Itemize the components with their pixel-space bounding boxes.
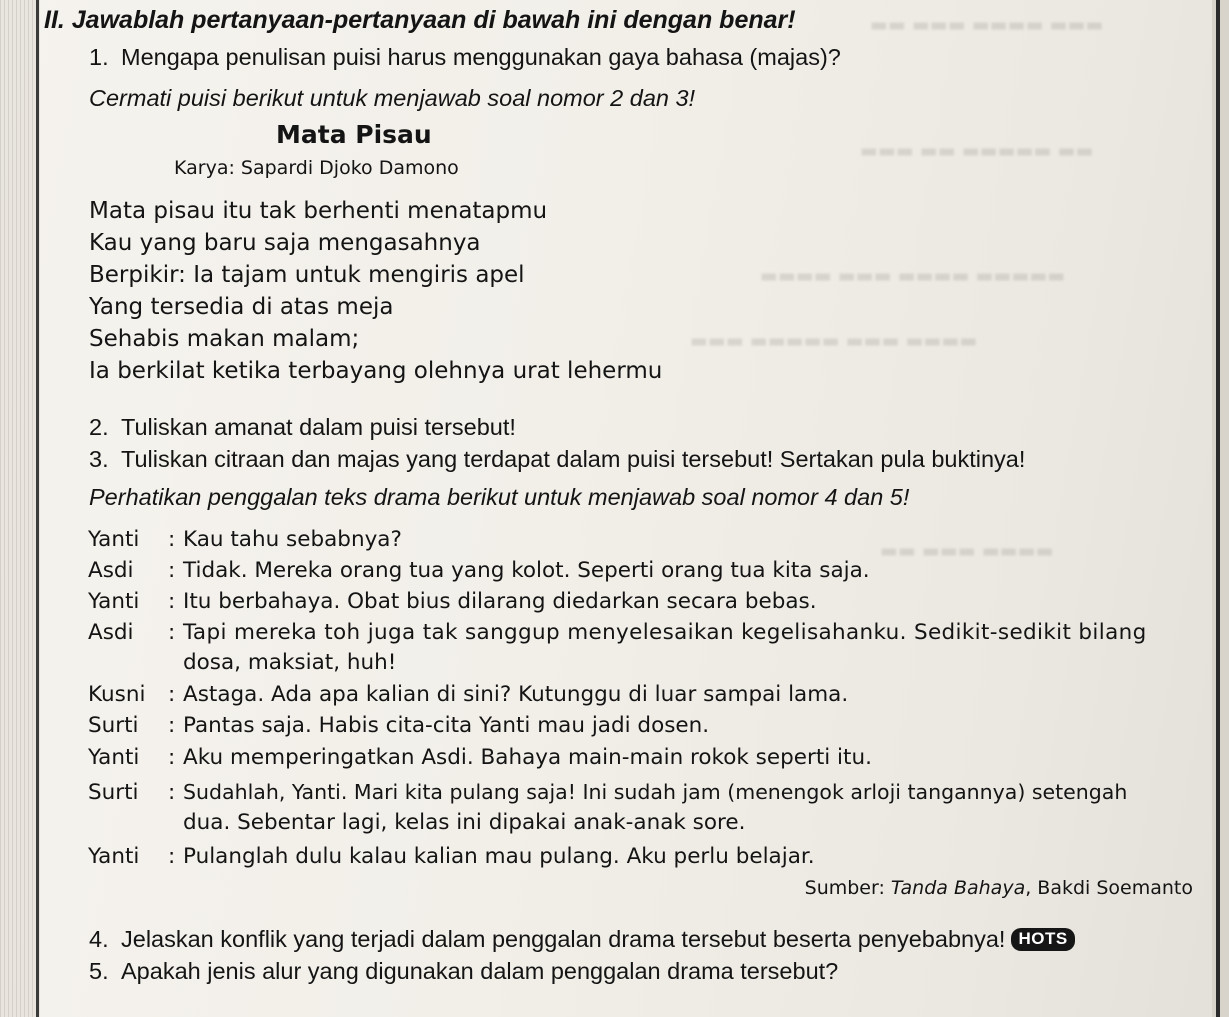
- drama-line: Astaga. Ada apa kalian di sini? Kutunggu di luar sampai lama.: [183, 682, 849, 707]
- source-work-title: Tanda Bahaya: [890, 877, 1026, 899]
- drama-line: Aku memperingatkan Asdi. Bahaya main-main rokok seperti itu.: [183, 745, 872, 770]
- question-5: [89, 958, 838, 985]
- poem-line: Mata pisau itu tak berhenti menatapmu: [89, 198, 548, 224]
- bleed-through-texture: ▬▬▬▬ ▬▬▬ ▬▬▬▬ ▬▬▬▬▬: [760, 265, 1066, 287]
- drama-line: Pulanglah dulu kalau kalian mau pulang. Aku perlu belajar.: [183, 844, 815, 869]
- question-text: Mengapa penulisan puisi harus menggunakan gaya bahasa (majas)?: [121, 44, 841, 70]
- section-heading: II. Jawablah pertanyaan-pertanyaan di bawah ini dengan benar!: [44, 6, 796, 34]
- drama-source: [805, 877, 1193, 899]
- left-margin-line: [36, 0, 39, 1017]
- bleed-through-texture: ▬▬ ▬▬▬ ▬▬▬▬ ▬▬▬: [870, 14, 1104, 36]
- bleed-through-texture: ▬▬▬ ▬▬▬▬▬ ▬▬▬ ▬▬▬▬: [690, 330, 978, 352]
- page-binding-edge: [0, 0, 40, 1017]
- poem-author: Karya: Sapardi Djoko Damono: [174, 157, 459, 179]
- question-3: [89, 446, 1025, 473]
- drama-line: Sudahlah, Yanti. Mari kita pulang saja! Ini sudah jam (menengok arloji tangannya) setengah: [183, 780, 1128, 804]
- drama-speaker: Yanti: [88, 589, 140, 614]
- drama-line: Tapi mereka toh juga tak sanggup menyelesaikan kegelisahanku. Sedikit-sedikit bilang: [183, 620, 1147, 645]
- drama-colon: :: [168, 558, 176, 583]
- drama-colon: :: [168, 620, 176, 645]
- drama-speaker: Asdi: [88, 558, 134, 583]
- drama-line: Pantas saja. Habis cita-cita Yanti mau jadi dosen.: [183, 713, 710, 738]
- poem-line: Kau yang baru saja mengasahnya: [89, 230, 481, 256]
- question-2: [89, 414, 516, 441]
- drama-speaker: Kusni: [88, 682, 146, 707]
- right-page-edge: [1212, 0, 1229, 1017]
- bleed-through-texture: ▬▬▬ ▬▬ ▬▬▬▬▬ ▬▬: [860, 140, 1094, 162]
- poem-line: Ia berkilat ketika terbayang olehnya urat lehermu: [89, 358, 663, 384]
- drama-colon: :: [168, 780, 176, 805]
- question-number: 2.: [89, 414, 109, 440]
- question-4: [89, 926, 1075, 953]
- question-text: Tuliskan amanat dalam puisi tersebut!: [121, 414, 516, 440]
- right-margin-line: [1216, 0, 1220, 1017]
- poem-line: Berpikir: Ia tajam untuk mengiris apel: [89, 262, 525, 288]
- drama-colon: :: [168, 713, 176, 738]
- drama-colon: :: [168, 589, 176, 614]
- poem-line: Sehabis makan malam;: [89, 326, 360, 352]
- question-text: Tuliskan citraan dan majas yang terdapat dalam puisi tersebut! Sertakan pula buktinya!: [121, 446, 1026, 472]
- drama-line-continuation: dosa, maksiat, huh!: [183, 650, 397, 675]
- drama-speaker: Asdi: [88, 620, 134, 645]
- hots-badge: HOTS: [1011, 928, 1074, 951]
- drama-speaker: Yanti: [88, 745, 140, 770]
- drama-colon: :: [168, 844, 176, 869]
- question-number: 3.: [89, 446, 109, 472]
- question-number: 4.: [89, 926, 109, 952]
- drama-line: Itu berbahaya. Obat bius dilarang diedarkan secara bebas.: [183, 589, 817, 614]
- question-number: 5.: [89, 958, 109, 984]
- question-1: [89, 44, 841, 71]
- source-prefix: Sumber:: [804, 877, 891, 899]
- drama-speaker: Surti: [88, 713, 139, 738]
- drama-speaker: Surti: [88, 780, 139, 805]
- poem-title: Mata Pisau: [276, 120, 432, 149]
- drama-colon: :: [168, 682, 176, 707]
- drama-line: Tidak. Mereka orang tua yang kolot. Seperti orang tua kita saja.: [183, 558, 870, 583]
- drama-colon: :: [168, 745, 176, 770]
- drama-speaker: Yanti: [88, 527, 140, 552]
- question-text: Apakah jenis alur yang digunakan dalam penggalan drama tersebut?: [121, 958, 839, 984]
- drama-colon: :: [168, 527, 176, 552]
- drama-line: Kau tahu sebabnya?: [183, 527, 402, 552]
- bleed-through-texture: ▬▬ ▬▬▬ ▬▬▬▬: [880, 540, 1054, 562]
- poem-line: Yang tersedia di atas meja: [89, 294, 394, 320]
- poem-instruction: Cermati puisi berikut untuk menjawab soal nomor 2 dan 3!: [89, 85, 696, 111]
- drama-speaker: Yanti: [88, 844, 140, 869]
- drama-instruction: Perhatikan penggalan teks drama berikut untuk menjawab soal nomor 4 dan 5!: [89, 484, 910, 510]
- drama-line-continuation: dua. Sebentar lagi, kelas ini dipakai anak-anak sore.: [183, 810, 746, 835]
- question-number: 1.: [89, 44, 109, 70]
- source-author: , Bakdi Soemanto: [1025, 877, 1193, 899]
- question-text: Jelaskan konflik yang terjadi dalam penggalan drama tersebut beserta penyebabnya!: [121, 926, 1006, 952]
